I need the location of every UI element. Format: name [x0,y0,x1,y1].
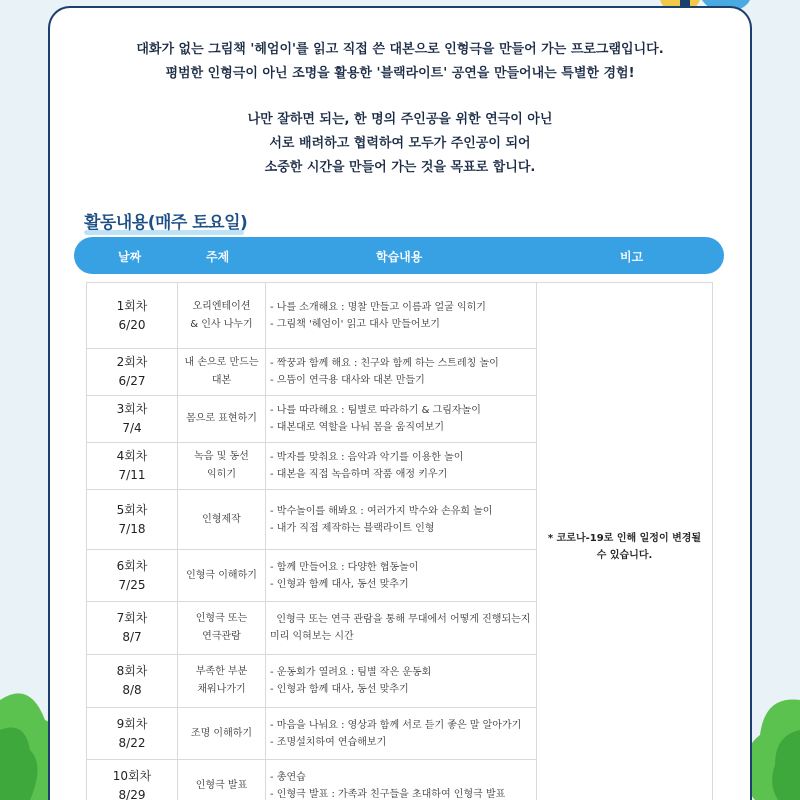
content-cell [266,443,537,490]
intro-line: 나만 잘하면 되는, 한 명의 주인공을 위한 연극이 아닌 [247,112,553,127]
topic-cell [178,708,266,760]
topic-line: 인형제작 [202,513,241,525]
session-number: 1회차 [116,298,148,313]
section-title: 활동내용(매주 토요일) [84,213,248,233]
topic-line: 녹음 및 동선 [194,451,249,462]
topic-cell [178,550,266,602]
topic-line: 익히기 [207,469,236,480]
topic-line: 오리엔테이션 [192,300,251,312]
content-line: - 짝꿍과 함께 해요 : 친구와 함께 하는 스트레칭 놀이 [270,358,499,369]
session-date: 7/11 [118,468,146,482]
content-line: - 그림책 '헤엄이' 읽고 대사 만들어보기 [270,318,440,330]
session-number: 6회차 [116,558,148,573]
content-line: 인형극 또는 연극 관람을 통해 무대에서 어떻게 진행되는지 [270,614,531,625]
session-date-cell [87,443,178,490]
topic-line: 부족한 부분 [195,666,248,677]
content-cell [266,349,537,396]
session-number: 4회차 [116,449,148,463]
content-cell [266,550,537,602]
session-number: 2회차 [116,355,148,369]
content-cell [266,655,537,708]
session-date-cell [87,655,178,708]
session-date: 7/18 [118,521,146,536]
topic-line: 조명 이해하기 [190,727,253,739]
session-date-cell [87,490,178,550]
content-line: - 박자를 맞춰요 : 음악과 악기를 이용한 놀이 [270,452,464,463]
content-line: - 인형극 발표 : 가족과 친구들을 초대하여 인형극 발표 [270,788,506,800]
content-line: - 나를 따라해요 : 팀별로 따라하기 & 그림자놀이 [270,405,481,416]
session-number: 8회차 [116,664,148,678]
session-date: 6/20 [118,317,146,332]
session-date: 8/22 [118,735,146,750]
header-note: 비고 [620,250,644,264]
session-number: 10회차 [112,768,152,783]
content-line: 미리 익혀보는 시간 [270,631,354,642]
topic-line: 인형극 발표 [195,779,248,791]
content-line: - 운동회가 열려요 : 팀별 작은 운동회 [270,667,432,678]
topic-line: 인형극 이해하기 [186,569,257,581]
intro-line: 대화가 없는 그림책 '헤엄이'를 읽고 직접 쓴 대본으로 인형극을 만들어 가는 프로그램입니다. [136,42,664,57]
header-topic: 주제 [206,250,230,264]
topic-cell [178,283,266,349]
content-cell [266,283,537,349]
content-line: - 함께 만들어요 : 다양한 협동놀이 [270,561,419,573]
table-row [87,283,713,349]
intro-text [50,38,750,180]
topic-cell [178,349,266,396]
topic-cell [178,655,266,708]
topic-line: 채워나가기 [197,684,246,695]
content-line: - 인형과 함께 대사, 동선 맞추기 [270,684,409,695]
session-number: 7회차 [116,611,148,625]
session-date-cell [87,550,178,602]
topic-line: 연극관람 [202,631,241,642]
content-cell [266,490,537,550]
topic-cell [178,443,266,490]
topic-line: 몸으로 표현하기 [186,413,257,424]
content-line: - 조명설치하여 연습해보기 [270,736,387,748]
session-number: 5회차 [116,502,148,517]
session-date-cell [87,283,178,349]
header-content: 학습내용 [376,250,423,264]
session-date: 7/4 [122,421,142,435]
topic-cell [178,490,266,550]
content-cell [266,396,537,443]
content-line: - 나를 소개해요 : 명찰 만들고 이름과 얼굴 익히기 [270,301,486,313]
content-line: - 내가 직접 제작하는 블랙라이트 인형 [270,522,435,534]
intro-line: 소중한 시간을 만들어 가는 것을 목표로 합니다. [264,160,536,175]
session-date: 8/8 [122,683,142,697]
content-line: - 총연습 [270,771,306,783]
topic-cell [178,602,266,655]
topic-line: 내 손으로 만드는 [184,357,259,368]
header-date: 날짜 [118,250,142,264]
program-card [48,6,752,800]
content-line: - 박수놀이를 해봐요 : 여러가지 박수와 손유희 놀이 [270,505,493,517]
table-header-bar [74,237,724,274]
topic-line: 대본 [211,375,232,386]
content-cell [266,760,537,800]
topic-line: & 인사 나누기 [190,318,253,330]
session-date-cell [87,396,178,443]
session-number: 9회차 [116,716,148,731]
content-line: - 인형과 함께 대사, 동선 맞추기 [270,578,409,590]
schedule-table [86,282,713,800]
session-date-cell [87,708,178,760]
session-date: 8/29 [118,787,146,800]
intro-line: 평범한 인형극이 아닌 조명을 활용한 '블랙라이트' 공연을 만들어내는 특별한 경험! [165,66,635,81]
content-line: - 대본을 직접 녹음하며 작품 애정 키우기 [270,469,448,480]
schedule-change-note: * 코로나-19로 인해 일정이 변경될 수 있습니다. [547,533,702,561]
session-date-cell [87,760,178,800]
session-date: 6/27 [118,374,146,388]
topic-cell [178,760,266,800]
note-cell [537,283,713,800]
content-cell [266,602,537,655]
session-number: 3회차 [116,402,148,416]
session-date-cell [87,602,178,655]
content-line: - 마음을 나눠요 : 영상과 함께 서로 듣기 좋은 말 알아가기 [270,719,522,731]
intro-line: 서로 배려하고 협력하여 모두가 주인공이 되어 [269,136,531,151]
session-date: 8/7 [122,630,142,644]
content-cell [266,708,537,760]
topic-cell [178,396,266,443]
topic-line: 인형극 또는 [195,613,248,624]
session-date: 7/25 [118,577,146,592]
session-date-cell [87,349,178,396]
content-line: - 으뜸이 연극용 대사와 대본 만들기 [270,375,425,386]
content-line: - 대본대로 역할을 나눠 몸을 움직여보기 [270,422,445,433]
